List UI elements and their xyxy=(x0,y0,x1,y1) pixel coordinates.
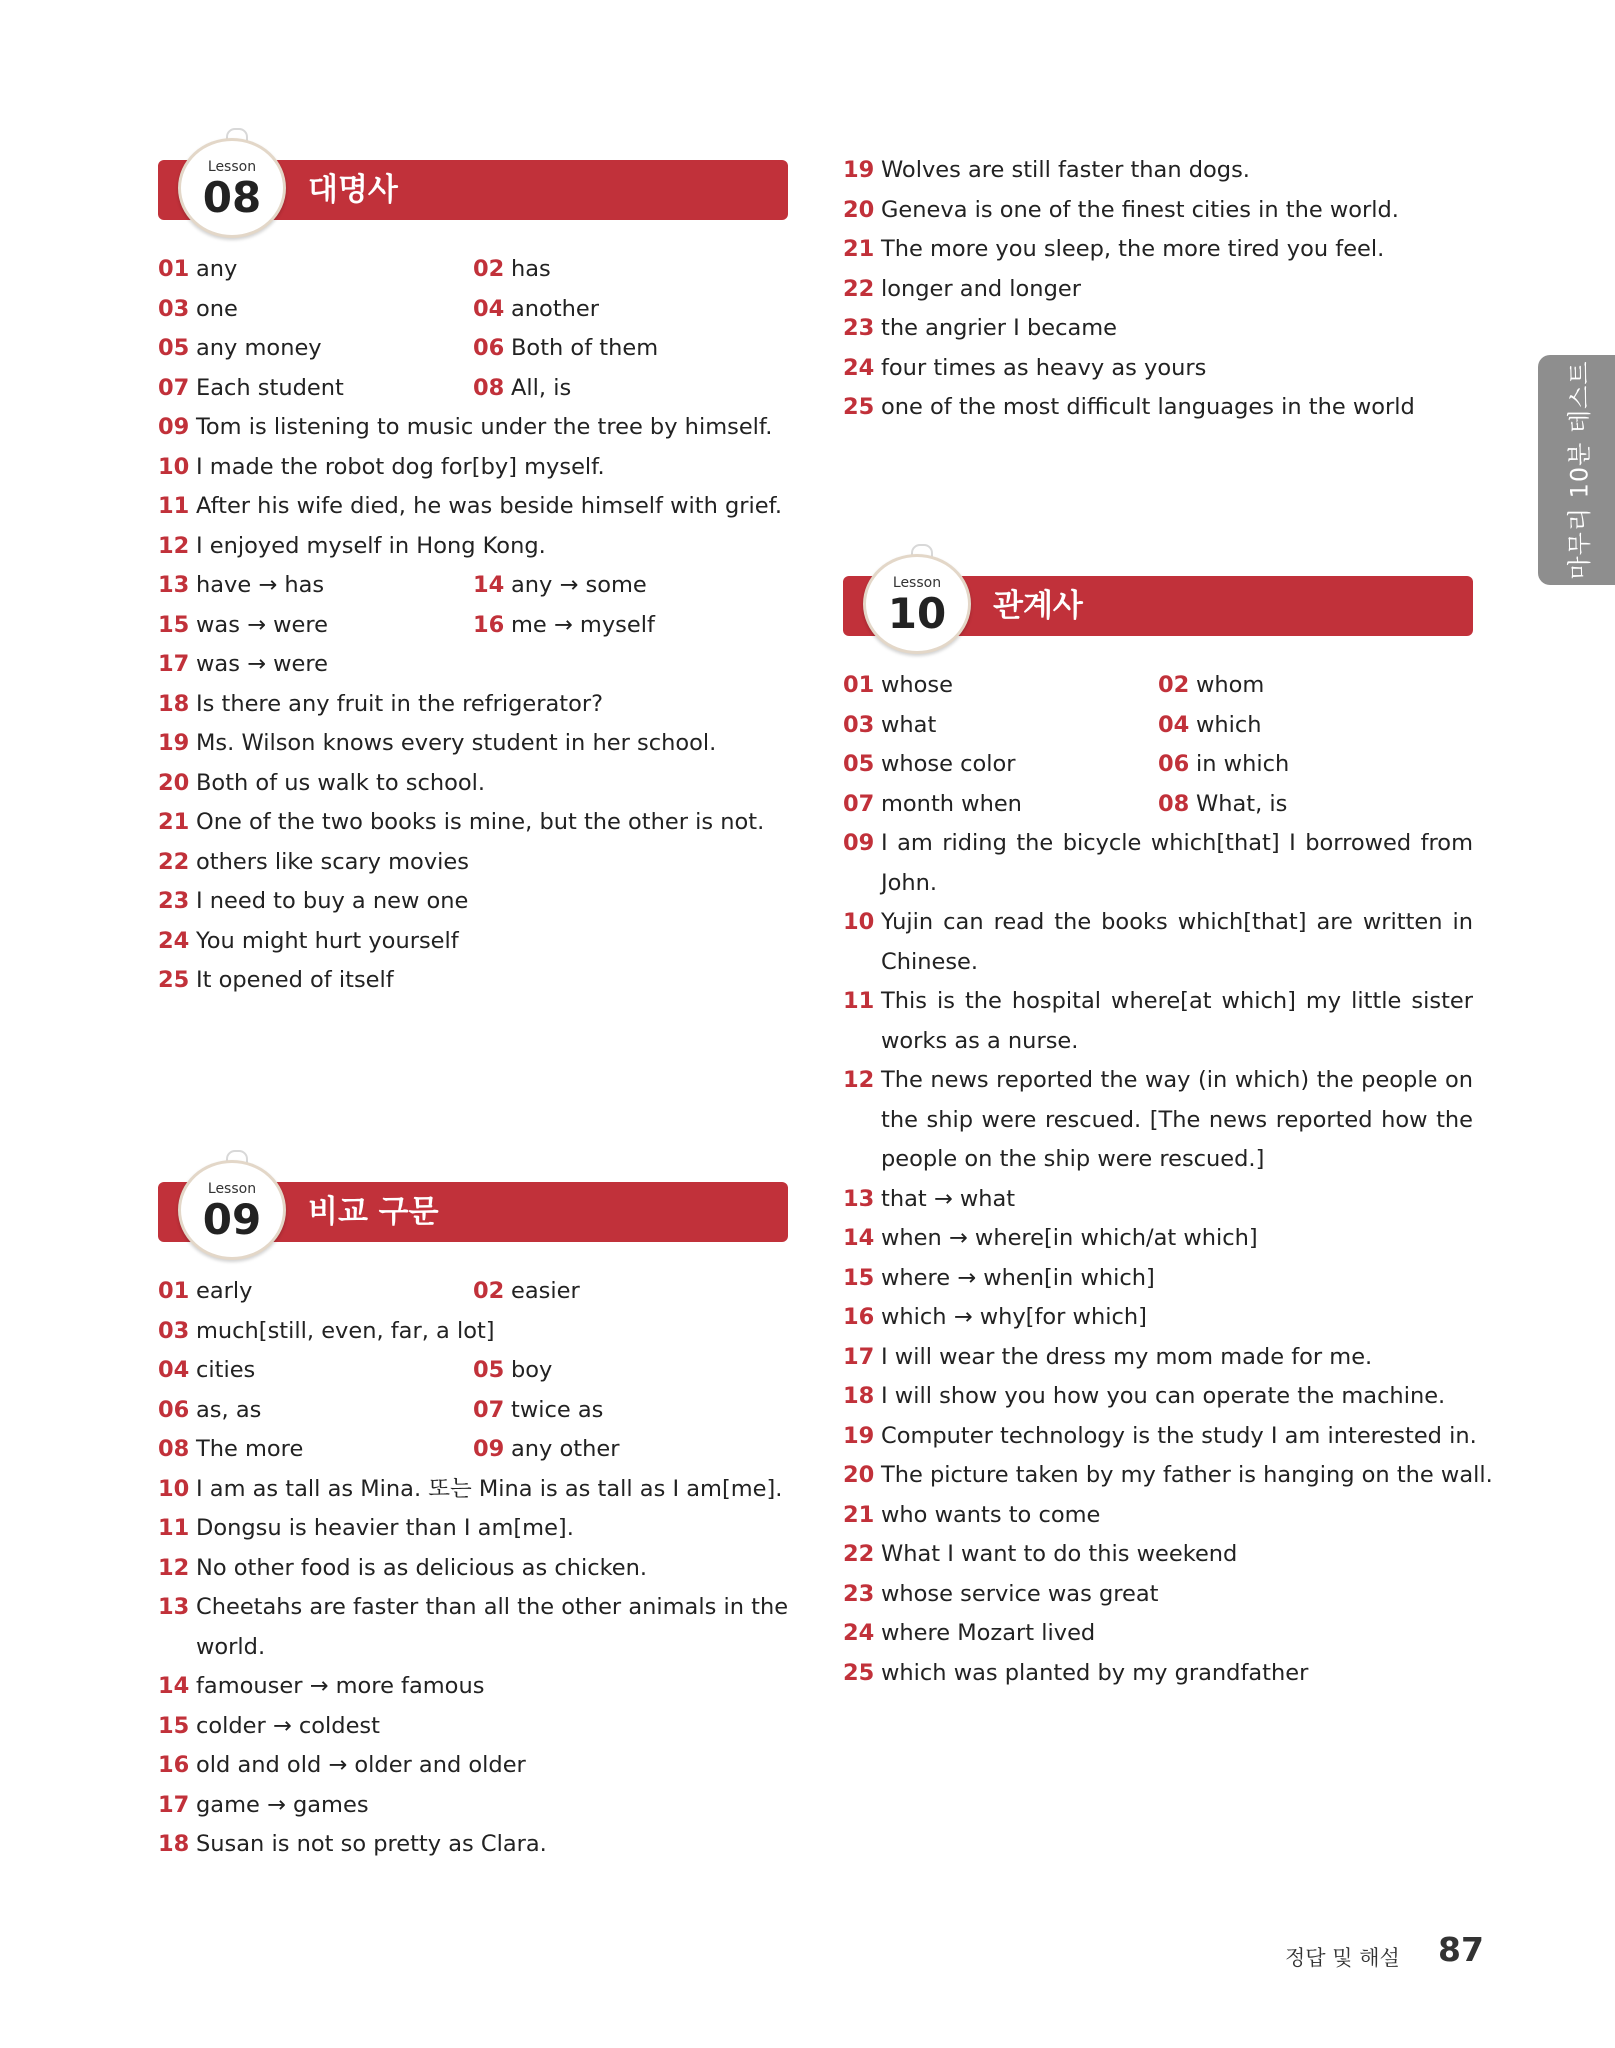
answer-text: where Mozart lived xyxy=(881,1620,1096,1646)
answer-item xyxy=(158,724,788,764)
answer-text: the angrier I became xyxy=(881,315,1117,341)
answer-text: when → where[in which/at which] xyxy=(881,1225,1258,1251)
answer-number: 06 xyxy=(1158,751,1190,777)
answer-text: Cheetahs are faster than all the other animals in the xyxy=(196,1594,789,1620)
answer-item xyxy=(1158,666,1264,706)
answer-number: 13 xyxy=(158,1594,190,1620)
answer-number: 25 xyxy=(843,1659,875,1686)
answer-number: 18 xyxy=(158,1831,190,1857)
answer-item xyxy=(843,1456,1493,1496)
answer-item xyxy=(158,290,238,330)
answer-text: any xyxy=(196,256,238,282)
answer-item xyxy=(158,1430,303,1470)
answer-text: boy xyxy=(511,1357,553,1383)
answer-number: 16 xyxy=(843,1304,875,1330)
answer-item xyxy=(843,1298,1473,1338)
answer-text: which xyxy=(1196,711,1262,738)
answer-item xyxy=(158,1667,788,1707)
answer-number: 05 xyxy=(843,751,875,777)
lesson-08-answers xyxy=(158,250,788,1001)
answer-item xyxy=(158,527,788,567)
lesson-10-header xyxy=(843,576,1473,636)
answer-number: 05 xyxy=(158,335,190,361)
answer-number: 19 xyxy=(158,730,190,756)
side-tab-label: 마무리 10분 테스트 xyxy=(1565,360,1593,580)
answer-item xyxy=(843,1259,1473,1299)
answer-number: 22 xyxy=(843,1541,875,1567)
answer-text: four times as heavy as yours xyxy=(881,354,1207,381)
answer-text: easier xyxy=(511,1278,580,1304)
answer-item xyxy=(843,1417,1477,1457)
answer-number: 22 xyxy=(843,275,875,302)
answer-row-pair xyxy=(158,1272,788,1312)
answer-item xyxy=(158,1470,788,1510)
answer-item xyxy=(158,369,344,409)
lesson-title: 대명사 xyxy=(308,172,398,208)
answer-text: whom xyxy=(1196,672,1265,698)
answer-text: was → were xyxy=(196,611,328,638)
answer-item xyxy=(158,250,237,290)
answer-text: the ship were rescued. [The news reported how the xyxy=(881,1106,1473,1133)
answer-text: that → what xyxy=(881,1185,1016,1212)
answer-text: which → why[for which] xyxy=(881,1304,1147,1330)
answer-item xyxy=(158,645,788,685)
answer-item-continuation xyxy=(843,1022,1473,1062)
answer-number: 02 xyxy=(473,1278,505,1304)
answer-text: After his wife died, he was beside himself with grief. xyxy=(196,493,783,519)
lesson-label: Lesson xyxy=(207,159,257,175)
answer-text: Chinese. xyxy=(881,948,979,975)
answer-number: 10 xyxy=(158,453,190,480)
answer-number: 10 xyxy=(158,1475,190,1502)
answer-number: 24 xyxy=(843,1620,875,1646)
answer-number: 21 xyxy=(158,809,190,835)
answer-item-continuation xyxy=(843,1140,1473,1180)
answer-item xyxy=(843,982,1473,1022)
answer-number: 06 xyxy=(158,1396,190,1423)
answer-item xyxy=(843,349,1473,389)
answer-item xyxy=(158,329,322,369)
answer-text: which was planted by my grandfather xyxy=(881,1659,1309,1686)
answer-text: month when xyxy=(881,790,1022,817)
lesson-09-answers xyxy=(158,1272,788,1865)
answer-text: No other food is as delicious as chicken. xyxy=(196,1554,648,1581)
answer-text: Is there any fruit in the refrigerator? xyxy=(196,690,604,717)
answer-item xyxy=(843,230,1473,270)
answer-item xyxy=(158,961,788,1001)
answer-text: What, is xyxy=(1196,790,1288,817)
answer-number: 08 xyxy=(473,374,505,401)
answer-item xyxy=(843,785,1022,825)
lesson-number: 08 xyxy=(202,173,262,222)
answer-text: I need to buy a new one xyxy=(196,888,469,914)
answer-number: 11 xyxy=(158,493,190,519)
lesson-number: 09 xyxy=(202,1195,262,1244)
answer-number: 15 xyxy=(843,1264,875,1291)
answer-text: All, is xyxy=(511,374,572,401)
answer-number: 07 xyxy=(843,790,875,817)
answer-item xyxy=(843,706,936,746)
answer-number: 23 xyxy=(843,315,875,341)
lesson-title: 비교 구문 xyxy=(308,1194,439,1230)
answer-item xyxy=(843,903,1473,943)
answer-text: What I want to do this weekend xyxy=(881,1541,1238,1567)
answer-item xyxy=(1158,706,1262,746)
answer-text: whose service was great xyxy=(881,1580,1159,1607)
answer-item xyxy=(843,1654,1473,1694)
answer-text: I enjoyed myself in Hong Kong. xyxy=(196,532,546,559)
answer-item xyxy=(158,882,788,922)
answer-number: 23 xyxy=(843,1580,875,1607)
answer-number: 06 xyxy=(473,335,505,361)
answer-number: 14 xyxy=(473,572,505,598)
lesson-badge xyxy=(178,1160,286,1260)
answer-text: whose color xyxy=(881,751,1016,777)
answer-number: 24 xyxy=(158,927,190,954)
lesson-badge xyxy=(178,138,286,238)
answer-item xyxy=(158,1746,788,1786)
answer-item-continuation xyxy=(843,864,1473,904)
answer-number: 22 xyxy=(158,848,190,875)
lesson-09-answers-continued xyxy=(843,151,1473,428)
answer-text: one of the most difficult languages in the world xyxy=(881,394,1415,420)
answer-number: 25 xyxy=(843,394,875,420)
answer-item xyxy=(843,824,1473,864)
answer-number: 15 xyxy=(158,611,190,638)
answer-item xyxy=(843,388,1473,428)
answer-item xyxy=(843,1377,1473,1417)
answer-text: one xyxy=(196,295,238,322)
answer-number: 23 xyxy=(158,888,190,914)
answer-text: I will show you how you can operate the machine. xyxy=(881,1383,1446,1409)
answer-item xyxy=(843,1575,1473,1615)
answer-item xyxy=(473,369,571,409)
footer-label: 정답 및 해설 xyxy=(1285,1946,1400,1970)
answer-number: 20 xyxy=(843,196,875,223)
answer-item xyxy=(843,1180,1473,1220)
answer-text: Susan is not so pretty as Clara. xyxy=(196,1831,547,1857)
answer-text: another xyxy=(511,295,599,322)
answer-number: 03 xyxy=(158,295,190,322)
answer-item xyxy=(158,1391,261,1431)
answer-item-continuation xyxy=(843,943,1473,983)
answer-row-pair xyxy=(158,329,788,369)
answer-text: It opened of itself xyxy=(196,967,394,993)
answer-item xyxy=(158,922,788,962)
answer-text: Geneva is one of the finest cities in the world. xyxy=(881,196,1399,223)
answer-number: 01 xyxy=(158,256,190,282)
answer-number: 12 xyxy=(843,1067,875,1093)
answer-item xyxy=(843,1496,1473,1536)
answer-text: whose xyxy=(881,672,953,698)
answer-number: 14 xyxy=(843,1225,875,1251)
answer-number: 11 xyxy=(843,988,875,1014)
answer-text: The more you sleep, the more tired you feel. xyxy=(881,236,1385,262)
answer-text: Both of them xyxy=(511,335,659,361)
answer-item xyxy=(843,745,1016,785)
answer-item xyxy=(473,250,551,290)
answer-text: Computer technology is the study I am interested in. xyxy=(881,1422,1477,1449)
answer-row-pair xyxy=(843,785,1473,825)
answer-number: 03 xyxy=(158,1317,190,1344)
answer-text: old and old → older and older xyxy=(196,1752,526,1778)
answer-item xyxy=(158,606,328,646)
answer-text: people on the ship were rescued.] xyxy=(881,1146,1265,1172)
answer-number: 07 xyxy=(473,1396,505,1423)
answer-number: 12 xyxy=(158,1554,190,1581)
answer-text: Ms. Wilson knows every student in her school. xyxy=(196,730,717,756)
answer-item xyxy=(473,1272,580,1312)
answer-number: 09 xyxy=(158,414,190,440)
answer-text: was → were xyxy=(196,651,328,677)
answer-item xyxy=(473,1391,603,1431)
answer-item xyxy=(158,1588,788,1628)
lesson-title: 관계사 xyxy=(993,588,1083,624)
answer-item xyxy=(473,1430,619,1470)
answer-number: 09 xyxy=(473,1436,505,1462)
answer-text: any → some xyxy=(511,572,647,598)
answer-number: 15 xyxy=(158,1712,190,1739)
answer-text: has xyxy=(511,256,551,282)
answer-text: I am as tall as Mina. 또는 Mina is as tall as I am[me]. xyxy=(196,1475,783,1502)
answer-text: who wants to come xyxy=(881,1501,1101,1528)
lesson-08-header xyxy=(158,160,788,220)
answer-text: The news reported the way (in which) the people on xyxy=(881,1067,1473,1093)
answer-item xyxy=(158,487,788,527)
answer-text: John. xyxy=(881,869,938,896)
answer-row-pair xyxy=(158,369,788,409)
answer-row-pair xyxy=(843,745,1473,785)
answer-number: 10 xyxy=(843,909,875,935)
answer-row-pair xyxy=(158,1391,788,1431)
answer-item xyxy=(843,666,953,706)
answer-number: 13 xyxy=(843,1185,875,1212)
answer-number: 04 xyxy=(473,295,505,322)
answer-text: I will wear the dress my mom made for me. xyxy=(881,1343,1373,1370)
answer-number: 20 xyxy=(158,769,190,796)
answer-item xyxy=(158,1707,788,1747)
lesson-badge xyxy=(863,554,971,654)
answer-row-pair xyxy=(158,1430,788,1470)
answer-number: 01 xyxy=(843,672,875,698)
answer-number: 20 xyxy=(843,1462,875,1488)
answer-item-continuation xyxy=(843,1101,1473,1141)
answer-number: 14 xyxy=(158,1673,190,1699)
answer-number: 09 xyxy=(843,830,875,856)
answer-text: as, as xyxy=(196,1396,262,1423)
answer-item xyxy=(843,1338,1473,1378)
answer-text: others like scary movies xyxy=(196,848,469,875)
answer-text: have → has xyxy=(196,572,325,598)
answer-number: 04 xyxy=(1158,711,1190,738)
answer-number: 24 xyxy=(843,354,875,381)
answer-row-pair xyxy=(158,566,788,606)
answer-number: 21 xyxy=(843,236,875,262)
answer-number: 03 xyxy=(843,711,875,738)
answer-number: 08 xyxy=(158,1436,190,1462)
answer-item xyxy=(158,1312,788,1352)
answer-number: 18 xyxy=(843,1383,875,1409)
answer-item xyxy=(843,191,1473,231)
answer-number: 13 xyxy=(158,572,190,598)
answer-text: colder → coldest xyxy=(196,1712,380,1739)
answer-number: 17 xyxy=(158,651,190,677)
answer-number: 05 xyxy=(473,1357,505,1383)
lesson-10-answers xyxy=(843,666,1493,1693)
answer-item xyxy=(158,764,788,804)
answer-number: 25 xyxy=(158,967,190,993)
answer-row-pair xyxy=(158,606,788,646)
answer-item xyxy=(473,329,658,369)
answer-row-pair xyxy=(158,290,788,330)
answer-item xyxy=(843,1614,1473,1654)
answer-number: 12 xyxy=(158,532,190,559)
answer-item xyxy=(843,1535,1473,1575)
answer-text: any money xyxy=(196,335,322,361)
answer-number: 16 xyxy=(473,611,505,638)
answer-number: 08 xyxy=(1158,790,1190,817)
answer-text: I made the robot dog for[by] myself. xyxy=(196,453,605,480)
answer-item xyxy=(158,1549,788,1589)
answer-item xyxy=(158,803,788,843)
answer-item xyxy=(158,448,788,488)
answer-text: early xyxy=(196,1278,253,1304)
answer-text: Each student xyxy=(196,374,344,401)
answer-item xyxy=(158,685,788,725)
answer-number: 21 xyxy=(843,1501,875,1528)
answer-row-pair xyxy=(158,250,788,290)
answer-text: Tom is listening to music under the tree by himself. xyxy=(196,414,773,440)
lesson-label: Lesson xyxy=(207,1181,257,1197)
answer-item xyxy=(843,270,1473,310)
answer-text: I am riding the bicycle which[that] I borrowed from xyxy=(881,830,1473,856)
answer-item xyxy=(843,1219,1473,1259)
answer-text: One of the two books is mine, but the other is not. xyxy=(196,809,765,835)
answer-number: 02 xyxy=(1158,672,1190,698)
answer-item xyxy=(158,1272,252,1312)
answer-number: 01 xyxy=(158,1278,190,1304)
answer-number: 04 xyxy=(158,1357,190,1383)
answer-text: game → games xyxy=(196,1791,369,1818)
answer-row-pair xyxy=(843,666,1473,706)
answer-text: You might hurt yourself xyxy=(196,927,459,954)
answer-number: 19 xyxy=(843,1422,875,1449)
answer-text: longer and longer xyxy=(881,275,1081,302)
lesson-09-header xyxy=(158,1182,788,1242)
answer-text: world. xyxy=(196,1633,266,1660)
answer-item xyxy=(1158,745,1289,785)
answer-item xyxy=(158,408,788,448)
answer-text: any other xyxy=(511,1436,620,1462)
lesson-number: 10 xyxy=(887,589,947,638)
answer-item xyxy=(158,1825,788,1865)
answer-item xyxy=(473,290,599,330)
answer-item xyxy=(1158,785,1287,825)
answer-text: The more xyxy=(196,1436,304,1462)
answer-item xyxy=(843,309,1473,349)
answer-number: 16 xyxy=(158,1752,190,1778)
answer-number: 07 xyxy=(158,374,190,401)
answer-text: me → myself xyxy=(511,611,655,638)
answer-text: where → when[in which] xyxy=(881,1264,1155,1291)
section-side-tab xyxy=(1538,355,1615,585)
answer-text: works as a nurse. xyxy=(881,1027,1079,1054)
answer-number: 19 xyxy=(843,157,875,183)
lesson-label: Lesson xyxy=(892,575,942,591)
answer-text: Both of us walk to school. xyxy=(196,769,486,796)
answer-item xyxy=(843,151,1473,191)
answer-text: famouser → more famous xyxy=(196,1673,485,1699)
answer-text: what xyxy=(881,711,937,738)
answer-item xyxy=(158,1351,255,1391)
answer-item xyxy=(473,1351,552,1391)
answer-item xyxy=(843,1061,1473,1101)
answer-text: twice as xyxy=(511,1396,604,1423)
answer-row-pair xyxy=(158,1351,788,1391)
answer-item xyxy=(158,1786,788,1826)
answer-item xyxy=(473,566,647,606)
answer-number: 02 xyxy=(473,256,505,282)
answer-text: The picture taken by my father is hanging on the wall. xyxy=(881,1462,1493,1488)
answer-item xyxy=(158,843,788,883)
answer-item xyxy=(158,1509,788,1549)
answer-number: 17 xyxy=(843,1343,875,1370)
answer-text: Dongsu is heavier than I am[me]. xyxy=(196,1515,574,1541)
answer-number: 17 xyxy=(158,1791,190,1818)
answer-text: This is the hospital where[at which] my little sister xyxy=(881,988,1473,1014)
answer-text: cities xyxy=(196,1357,256,1383)
answer-row-pair xyxy=(843,706,1473,746)
answer-item xyxy=(473,606,655,646)
answer-text: much[still, even, far, a lot] xyxy=(196,1317,495,1344)
answer-number: 18 xyxy=(158,690,190,717)
answer-item xyxy=(158,566,324,606)
answer-number: 11 xyxy=(158,1515,190,1541)
answer-item-continuation xyxy=(158,1628,788,1668)
answer-text: Wolves are still faster than dogs. xyxy=(881,157,1250,183)
answer-text: in which xyxy=(1196,751,1290,777)
page-number: 87 xyxy=(1438,1930,1484,1969)
answer-text: Yujin can read the books which[that] are written in xyxy=(881,909,1473,935)
